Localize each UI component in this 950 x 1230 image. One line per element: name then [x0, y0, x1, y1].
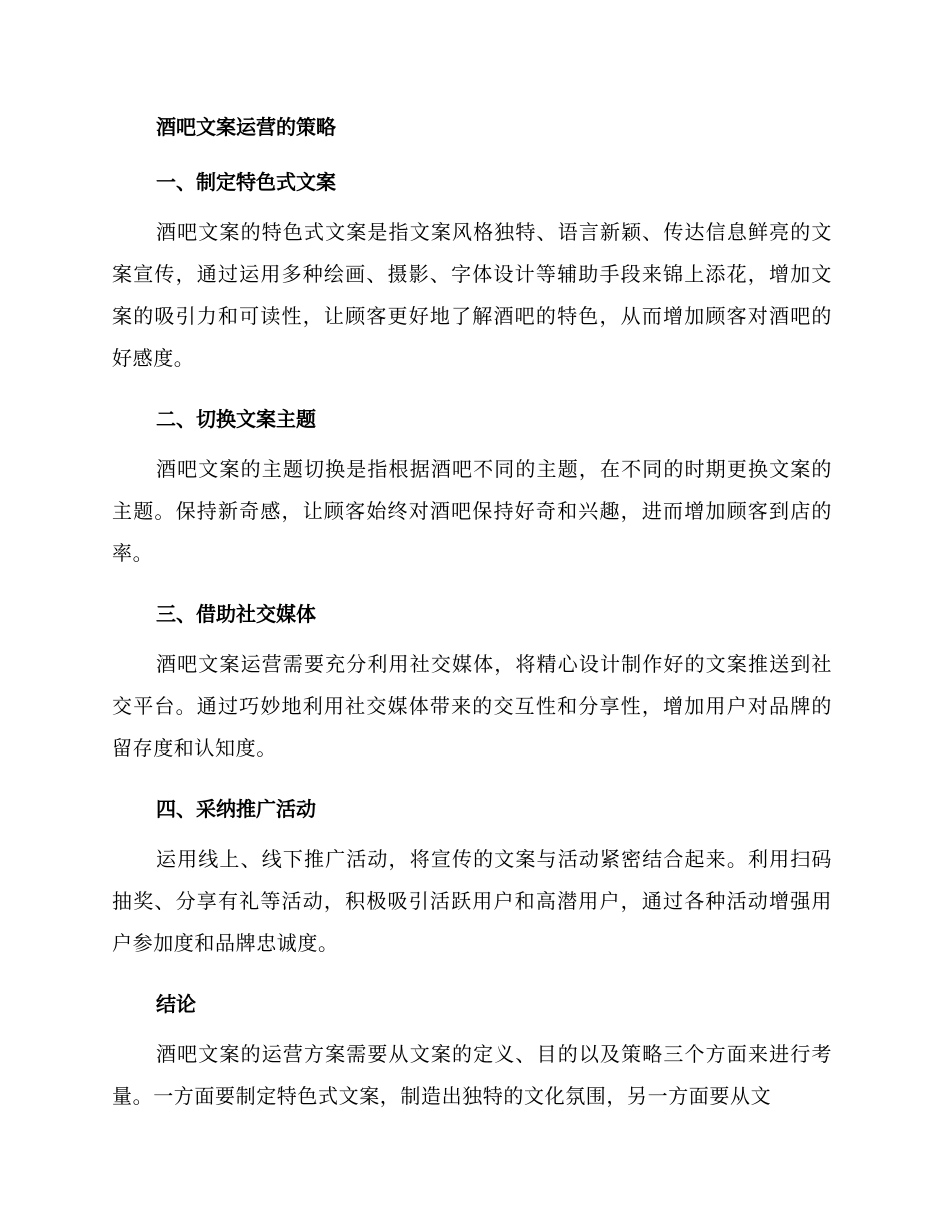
- document-title: 酒吧文案运营的策略: [156, 115, 336, 139]
- document-content: [112, 112, 832, 1117]
- section-heading-2: 二、切换文案主题: [156, 407, 316, 431]
- section-heading-4: 四、采纳推广活动: [156, 797, 316, 821]
- section-body-3: 酒吧文案运营需要充分利用社交媒体，将精心设计制作好的文案推送到社交平台。通过巧妙地利用社交媒体带来的交互性和分享性，增加用户对品牌的留存度和认知度。: [112, 652, 832, 760]
- section-heading-3: 三、借助社交媒体: [156, 602, 316, 626]
- section-body-2: 酒吧文案的主题切换是指根据酒吧不同的主题，在不同的时期更换文案的主题。保持新奇感，让顾客始终对酒吧保持好奇和兴趣，进而增加顾客到店的率。: [112, 457, 832, 565]
- section-body-1: 酒吧文案的特色式文案是指文案风格独特、语言新颖、传达信息鲜亮的文案宣传，通过运用多种绘画、摄影、字体设计等辅助手段来锦上添花，增加文案的吸引力和可读性，让顾客更好地了解酒吧的特色，从而增加顾客对酒吧的好感度。: [112, 220, 832, 370]
- section-body-4: 运用线上、线下推广活动，将宣传的文案与活动紧密结合起来。利用扫码抽奖、分享有礼等活动，积极吸引活跃用户和高潜用户，通过各种活动增强用户参加度和品牌忠诚度。: [112, 847, 832, 955]
- section-heading-1: 一、制定特色式文案: [156, 170, 336, 194]
- conclusion-heading: 结论: [156, 992, 196, 1016]
- conclusion-body: 酒吧文案的运营方案需要从文案的定义、目的以及策略三个方面来进行考量。一方面要制定特色式文案，制造出独特的文化氛围，另一方面要从文: [112, 1042, 832, 1108]
